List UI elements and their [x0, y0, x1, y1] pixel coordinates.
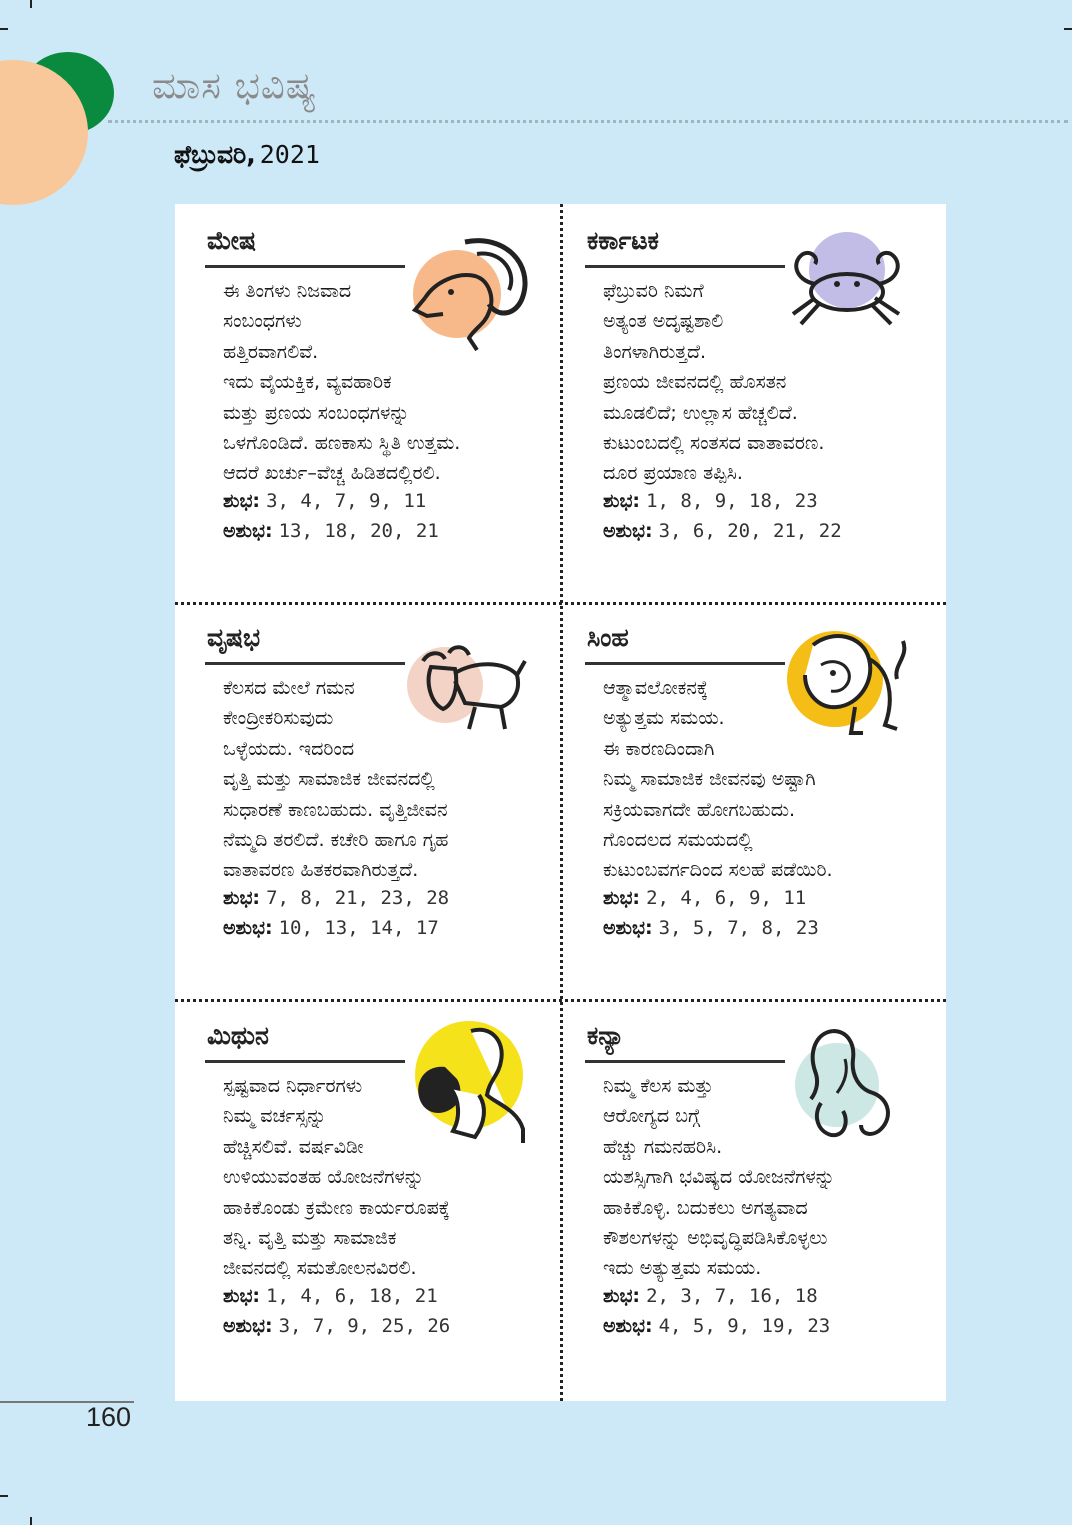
- horoscope-text-line: ತನ್ನಿ. ವೃತ್ತಿ ಮತ್ತು ಸಾಮಾಜಿಕ: [223, 1227, 397, 1250]
- lucky-values: 1, 8, 9, 18, 23: [646, 490, 818, 512]
- sign-name-underline: [205, 265, 405, 268]
- sign-name: ಕರ್ಕಾಟಕ: [587, 226, 659, 255]
- horoscope-text-line: ಕೆಲಸದ ಮೇಲೆ ಗಮನ: [223, 677, 355, 699]
- horoscope-text-line: ಮತ್ತು ಪ್ರಣಯ ಸಂಬಂಧಗಳನ್ನು: [223, 401, 410, 424]
- horoscope-text-line: ವೃತ್ತಿ ಮತ್ತು ಸಾಮಾಜಿಕ ಜೀವನದಲ್ಲಿ: [223, 768, 435, 791]
- horoscope-text-line: ಸಕ್ರಿಯವಾಗದೇ ಹೋಗಬಹುದು.: [603, 798, 796, 821]
- unlucky-label: ಅಶುಭ:: [603, 520, 653, 542]
- header-divider: [108, 120, 1068, 123]
- sign-name-underline: [585, 265, 785, 268]
- lucky-numbers: [223, 486, 426, 516]
- horoscope-text-line: ಅತ್ಯುತ್ತಮ ಸಮಯ.: [603, 707, 725, 730]
- month-name: ಫೆಬ್ರುವರಿ,: [174, 140, 256, 169]
- horoscope-text-line: ಗೊಂದಲದ ಸಮಯದಲ್ಲಿ: [603, 829, 753, 852]
- lucky-values: 1, 4, 6, 18, 21: [266, 1285, 438, 1307]
- sign-name-underline: [205, 1060, 405, 1063]
- horoscope-text-line: ದೂರ ಪ್ರಯಾಣ ತಪ್ಪಿಸಿ.: [603, 462, 743, 485]
- horoscope-text-line: ಹೆಚ್ಚು ಗಮನಹರಿಸಿ.: [603, 1135, 723, 1158]
- horoscope-text-line: ಇದು ವೈಯಕ್ತಿಕ, ವ್ಯವಹಾರಿಕ: [223, 371, 392, 394]
- horoscope-text-line: ಯಶಸ್ಸಿಗಾಗಿ ಭವಿಷ್ಯದ ಯೋಜನೆಗಳನ್ನು: [603, 1166, 835, 1189]
- horoscope-text-line: ಈ ಕಾರಣದಿಂದಾಗಿ: [603, 737, 715, 760]
- horoscope-text-line: ಉಳಿಯುವಂತಹ ಯೋಜನೆಗಳನ್ನು: [223, 1166, 424, 1189]
- horoscope-panel: [175, 204, 946, 1401]
- horoscope-text-line: ಸುಧಾರಣೆ ಕಾಣಬಹುದು. ವೃತ್ತಿಜೀವನ: [223, 798, 448, 821]
- horoscope-text-line: ಹತ್ತಿರವಾಗಲಿವೆ.: [223, 340, 319, 363]
- sign-name: ಮಿಥುನ: [207, 1021, 269, 1050]
- unlucky-numbers: [603, 516, 842, 546]
- unlucky-values: 10, 13, 14, 17: [278, 917, 439, 939]
- lucky-numbers: [603, 486, 818, 516]
- horoscope-text: [223, 673, 553, 886]
- zodiac-card: [175, 204, 555, 602]
- crop-mark: [30, 0, 32, 8]
- page-number: 160: [86, 1402, 132, 1432]
- unlucky-numbers: [603, 1311, 830, 1341]
- horoscope-text: [603, 276, 933, 489]
- horoscope-text-line: ಅತ್ಯಂತ ಅದೃಷ್ಟಶಾಲಿ: [603, 310, 724, 333]
- sign-name-underline: [585, 662, 785, 665]
- lucky-label: ಶುಭ:: [223, 1285, 261, 1307]
- unlucky-values: 13, 18, 20, 21: [278, 520, 439, 542]
- horoscope-text-line: ಕೌಶಲಗಳನ್ನು ಅಭಿವೃದ್ಧಿಪಡಿಸಿಕೊಳ್ಳಲು: [603, 1227, 828, 1250]
- zodiac-card: [555, 204, 935, 602]
- horoscope-text-line: ಹಾಕಿಕೊಂಡು ಕ್ರಮೇಣ ಕಾರ್ಯರೂಪಕ್ಕೆ: [223, 1196, 450, 1219]
- zodiac-card: [555, 601, 935, 999]
- sign-name: ಮೇಷ: [207, 226, 256, 255]
- lucky-label: ಶುಭ:: [603, 490, 641, 512]
- unlucky-numbers: [223, 516, 439, 546]
- unlucky-label: ಅಶುಭ:: [603, 917, 653, 939]
- horoscope-text-line: ಜೀವನದಲ್ಲಿ ಸಮತೋಲನವಿರಲಿ.: [223, 1257, 417, 1280]
- horoscope-text-line: ಮೂಡಲಿದೆ; ಉಲ್ಲಾಸ ಹೆಚ್ಚಲಿದೆ.: [603, 401, 798, 424]
- horoscope-text-line: ಆತ್ಮಾವಲೋಕನಕ್ಕೆ: [603, 677, 708, 699]
- horoscope-text: [223, 1071, 553, 1284]
- lucky-label: ಶುಭ:: [603, 887, 641, 909]
- unlucky-numbers: [223, 1311, 450, 1341]
- lucky-numbers: [223, 1281, 438, 1311]
- unlucky-values: 3, 5, 7, 8, 23: [658, 917, 819, 939]
- horoscope-text-line: ಸಂಬಂಧಗಳು: [223, 310, 302, 333]
- horoscope-text: [223, 276, 553, 489]
- crop-mark: [0, 1495, 8, 1497]
- lucky-values: 2, 4, 6, 9, 11: [646, 887, 807, 909]
- horoscope-text-line: ವಾತಾವರಣ ಹಿತಕರವಾಗಿರುತ್ತದೆ.: [223, 859, 419, 882]
- unlucky-label: ಅಶುಭ:: [603, 1315, 653, 1337]
- horoscope-text-line: ಹೆಚ್ಚಿಸಲಿವೆ. ವರ್ಷವಿಡೀ: [223, 1135, 364, 1158]
- unlucky-values: 3, 7, 9, 25, 26: [278, 1315, 451, 1337]
- horoscope-text-line: ಈ ತಿಂಗಳು ನಿಜವಾದ: [223, 280, 352, 302]
- zodiac-card: [175, 999, 555, 1397]
- horoscope-text-line: ನಿಮ್ಮ ವರ್ಚಸ್ಸನ್ನು: [223, 1105, 327, 1128]
- sign-name: ವೃಷಭ: [207, 623, 261, 652]
- horoscope-text-line: ಇದು ಅತ್ಯುತ್ತಮ ಸಮಯ.: [603, 1257, 762, 1280]
- lucky-values: 3, 4, 7, 9, 11: [266, 490, 427, 512]
- unlucky-label: ಅಶುಭ:: [223, 1315, 273, 1337]
- zodiac-card: [555, 999, 935, 1397]
- unlucky-numbers: [223, 913, 439, 943]
- crop-mark: [0, 28, 8, 30]
- lucky-numbers: [223, 883, 449, 913]
- horoscope-text-line: ಕುಟುಂಬವರ್ಗದಿಂದ ಸಲಹೆ ಪಡೆಯಿರಿ.: [603, 859, 833, 882]
- horoscope-text-line: ನೆಮ್ಮದಿ ತರಲಿದೆ. ಕಚೇರಿ ಹಾಗೂ ಗೃಹ: [223, 829, 449, 852]
- month-heading: [174, 140, 320, 170]
- lucky-label: ಶುಭ:: [603, 1285, 641, 1307]
- unlucky-numbers: [603, 913, 819, 943]
- section-title: ಮಾಸ ಭವಿಷ್ಯ: [152, 64, 318, 107]
- lucky-label: ಶುಭ:: [223, 490, 261, 512]
- horoscope-text: [603, 1071, 933, 1284]
- horoscope-text-line: ಪ್ರಣಯ ಜೀವನದಲ್ಲಿ ಹೊಸತನ: [603, 371, 787, 394]
- unlucky-label: ಅಶುಭ:: [223, 917, 273, 939]
- lucky-values: 7, 8, 21, 23, 28: [266, 887, 450, 909]
- lucky-numbers: [603, 883, 806, 913]
- horoscope-text-line: ಕೇಂದ್ರೀಕರಿಸುವುದು: [223, 707, 334, 730]
- sign-name: ಸಿಂಹ: [587, 623, 629, 652]
- crop-mark: [1064, 28, 1072, 30]
- zodiac-card: [175, 601, 555, 999]
- unlucky-values: 4, 5, 9, 19, 23: [658, 1315, 831, 1337]
- horoscope-text-line: ಆರೋಗ್ಯದ ಬಗ್ಗೆ: [603, 1105, 701, 1128]
- horoscope-text-line: ಕುಟುಂಬದಲ್ಲಿ ಸಂತಸದ ವಾತಾವರಣ.: [603, 432, 825, 455]
- horoscope-text-line: ಆದರೆ ಖರ್ಚು–ವೆಚ್ಚ ಹಿಡಿತದಲ್ಲಿರಲಿ.: [223, 462, 441, 485]
- horoscope-text-line: ಒಳ್ಳೆಯದು. ಇದರಿಂದ: [223, 737, 355, 760]
- horoscope-text-line: ನಿಮ್ಮ ಸಾಮಾಜಿಕ ಜೀವನವು ಅಷ್ಟಾಗಿ: [603, 768, 816, 791]
- sign-name-underline: [205, 662, 405, 665]
- horoscope-text-line: ತಿಂಗಳಾಗಿರುತ್ತದೆ.: [603, 340, 707, 363]
- horoscope-text-line: ಸ್ಪಷ್ಟವಾದ ನಿರ್ಧಾರಗಳು: [223, 1075, 363, 1097]
- lucky-label: ಶುಭ:: [223, 887, 261, 909]
- lucky-numbers: [603, 1281, 818, 1311]
- sign-name-underline: [585, 1060, 785, 1063]
- horoscope-text-line: ಫೆಬ್ರುವರಿ ನಿಮಗೆ: [603, 280, 704, 302]
- unlucky-values: 3, 6, 20, 21, 22: [658, 520, 842, 542]
- lucky-values: 2, 3, 7, 16, 18: [646, 1285, 818, 1307]
- horoscope-text-line: ಒಳಗೊಂಡಿದೆ. ಹಣಕಾಸು ಸ್ಥಿತಿ ಉತ್ತಮ.: [223, 432, 461, 455]
- horoscope-text: [603, 673, 933, 886]
- sign-name: ಕನ್ಯಾ: [587, 1021, 625, 1050]
- horoscope-text-line: ಹಾಕಿಕೊಳ್ಳಿ. ಬದುಕಲು ಅಗತ್ಯವಾದ: [603, 1196, 808, 1219]
- year: 2021: [259, 140, 320, 169]
- crop-mark: [30, 1517, 32, 1525]
- horoscope-text-line: ನಿಮ್ಮ ಕೆಲಸ ಮತ್ತು: [603, 1075, 714, 1097]
- unlucky-label: ಅಶುಭ:: [223, 520, 273, 542]
